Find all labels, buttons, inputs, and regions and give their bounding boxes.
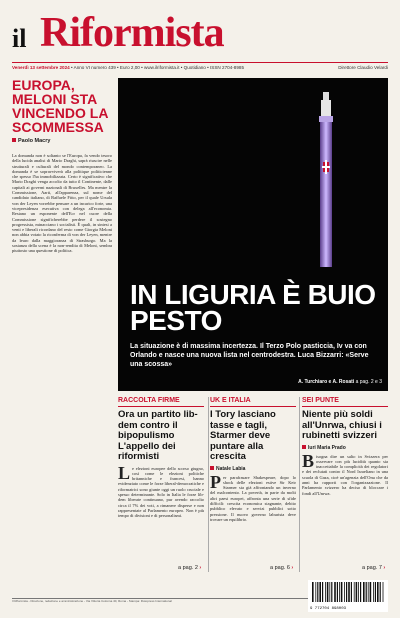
barcode-icon xyxy=(308,580,388,606)
page-ref-uk[interactable] xyxy=(270,565,293,571)
column-sei-punte xyxy=(302,397,388,587)
page-ref-text: a pag. 7 xyxy=(362,565,382,571)
arrow-right-icon: › xyxy=(199,565,202,571)
column-author-name: Iuri Maria Prado xyxy=(308,444,346,451)
barcode-bar xyxy=(375,582,376,602)
barcode-bar xyxy=(312,582,314,602)
barcode-bar xyxy=(366,582,367,602)
lead-body: La domanda non è soltanto se l'Europa, fa vendo tesoro della lucida analisi di Mario Draghi, saprà riuscire nelle strutturali e culturali del mondo contemporaneo. La domanda è se sopravviverà alla politique politicienne che spesso l'ha immobilizzata. Certo è significativo che Mario Draghi venga accolto da tutto il Continente, dalle capitali ai governi nazionali di Bruxelles. Ma mentre la Commissione, Aarti, all'apparenza, sul nome del candidato italiano, di Raffaele Fitto, per il quale Ursula von der Leyen vorrebbe pensare a un incarico forte, una vicepresidenza esecutiva con delega all'economia. Restano un esponente dell'Ecr nel cuore della Commissione significherebbe perdere il sostegno progressista, minacciano i socialisti. È quali, in sintesi a venti e liberali ricordano del resto come Giorgia Meloni non abbia votato la riconferma di von der Leyen, mentre da leuro dalla maggioranza di Strasburgo. Ma la sostanza della scena è la non-rendita di Meloni, sembra piuttosto una questione di politica. xyxy=(12,153,112,254)
masthead xyxy=(0,0,400,60)
arrow-right-icon: › xyxy=(291,565,294,571)
barcode-bar xyxy=(325,582,326,602)
issue-date: Venerdì 13 settembre 2024 xyxy=(12,65,70,70)
issue-info: • Anno VI numero 439 • Euro 2,00 • www.ilriformista.it • Quotidiano • ISSN 2704-8985 xyxy=(71,65,244,70)
square-bullet-icon xyxy=(210,466,214,470)
barcode-bar xyxy=(339,582,340,602)
barcode-bar xyxy=(348,582,350,602)
page-ref-text: a pag. 2 xyxy=(178,565,198,571)
hero-image[interactable] xyxy=(118,78,388,391)
drop-cap: L xyxy=(118,465,131,483)
column-body xyxy=(302,454,388,572)
column-text: isogna dire un salto in Svizzera per osservare con più lucidità quanto sia inaccettabile la complicità dei regolatori e dei reclutati contro il Nord Israeliano in una scuola di Gaza, cioè un'agenzia dell'Onu che da anni ha rapporti con l'organizzazione. Il Parlamento svizzero ha deciso di bloccare i fondi all'Unrwa. xyxy=(302,453,388,496)
article-columns xyxy=(118,397,388,587)
column-kicker: RACCOLTA FIRME xyxy=(118,397,204,407)
square-bullet-icon xyxy=(12,138,16,142)
hero-credit xyxy=(298,379,382,385)
barcode-bar xyxy=(373,582,374,602)
column-raccolta-firme xyxy=(118,397,204,587)
column-text: e elezioni europee dello scorso giugno, così come le elezioni politiche britanniche e francesi, hanno evidenziato come le forze liberal-democratiche e riformatrici sono giunte oggi un ruolo cruciale e spesso determinante. Solo in Italia le forze lib-dem liberate continuano, pur avendo raccolto circa il 7% dei voti, a rimanere disperse e non rappresentate al Parlamento europeo. Non è più tempo di divisioni e di personalismi. xyxy=(118,465,204,519)
lead-author-name: Paolo Macry xyxy=(18,138,51,144)
barcode-bar xyxy=(341,582,343,602)
barcode-bar xyxy=(370,582,372,602)
column-author xyxy=(210,466,296,472)
barcode-bar xyxy=(315,582,316,602)
page-ref-text: a pag. 6 xyxy=(270,565,290,571)
page-ref-sei-punte[interactable] xyxy=(362,565,385,571)
barcode-bar xyxy=(354,582,355,602)
barcode-bar xyxy=(346,582,347,602)
square-bullet-icon xyxy=(302,445,306,449)
barcode-number: 9 772704 898003 xyxy=(310,607,347,611)
barcode-bar xyxy=(360,582,361,602)
column-body xyxy=(210,475,296,593)
lighthouse-tower-icon xyxy=(313,92,339,267)
barcode xyxy=(308,580,388,612)
page-ref-raccolta[interactable] xyxy=(178,565,201,571)
barcode-bar xyxy=(356,582,358,602)
lead-article-header xyxy=(12,78,112,144)
column-text: er parafrasare Shakespeare, dopo lo shock delle elezioni estive Sir Keir Starmer sta già affrontando un inverno del malcontento. La povertà, in parte da molti altri paesi europei, affronta una serie di sfide difficili: crescita economica stagnante, debito pubblico elevato e servizi pubblici sotto pressione. Il nuovo governo laburista deve trovare un equilibrio. xyxy=(210,474,296,522)
column-uk-italia xyxy=(210,397,296,587)
hero-credit-authors: A. Turchiaro e A. Rosati xyxy=(298,379,355,385)
barcode-bar xyxy=(368,582,369,602)
barcode-bar xyxy=(322,582,323,602)
barcode-bar xyxy=(344,582,345,602)
barcode-bar xyxy=(377,582,379,602)
column-kicker: UK E ITALIA xyxy=(210,397,296,407)
lead-title[interactable]: EUROPA, MELONI STA VINCENDO LA SCOMMESSA xyxy=(12,77,108,135)
barcode-bar xyxy=(358,582,359,602)
barcode-bar xyxy=(327,582,329,602)
barcode-bar xyxy=(363,582,365,602)
column-title[interactable]: I Tory lasciano tasse e tagli, Starmer deve puntare alla crescita xyxy=(210,409,276,462)
hero-subtitle: La situazione è di massima incertezza. Il Terzo Polo pasticcia, Iv va con Orlando e nasce una nuova lista nel centrodestra. Luca Bizzarri: «Serve una scossa» xyxy=(130,343,369,368)
hero-credit-page[interactable]: a pag. 2 e 3 xyxy=(355,379,382,385)
column-kicker: SEI PUNTE xyxy=(302,397,388,407)
barcode-bar xyxy=(380,582,381,602)
logo-prefix: il xyxy=(12,24,27,53)
drop-cap: B xyxy=(302,453,315,471)
barcode-bar xyxy=(334,582,336,602)
barcode-bar xyxy=(383,582,384,602)
barcode-bar xyxy=(331,582,332,602)
column-author-name: Natale Labia xyxy=(216,465,246,472)
column-author xyxy=(302,445,388,451)
lead-author xyxy=(12,138,112,144)
barcode-bar xyxy=(337,582,338,602)
barcode-bar xyxy=(351,582,352,602)
barcode-bar xyxy=(317,582,318,602)
barcode-bar xyxy=(319,582,321,602)
column-title[interactable]: Niente più soldi all'Unrwa, chiusi i rubinetti svizzeri xyxy=(302,409,382,441)
arrow-right-icon: › xyxy=(383,565,386,571)
dateline xyxy=(12,62,388,70)
column-title[interactable]: Ora un partito lib-dem contro il bipopulismo L'appello dei riformisti xyxy=(118,409,198,462)
drop-cap: P xyxy=(210,474,221,492)
logo-name: Riformista xyxy=(40,10,224,56)
barcode-bar xyxy=(329,582,330,602)
director: Direttore Claudio Velardi xyxy=(338,65,388,70)
hero-title[interactable]: IN LIGURIA È BUIO PESTO xyxy=(130,279,376,336)
footer-text: Il Riformista - Direzione, redazione e amministrazione - Via Vittoria Colonna 40, Roma - Stampa: Rotopress International xyxy=(12,599,172,603)
